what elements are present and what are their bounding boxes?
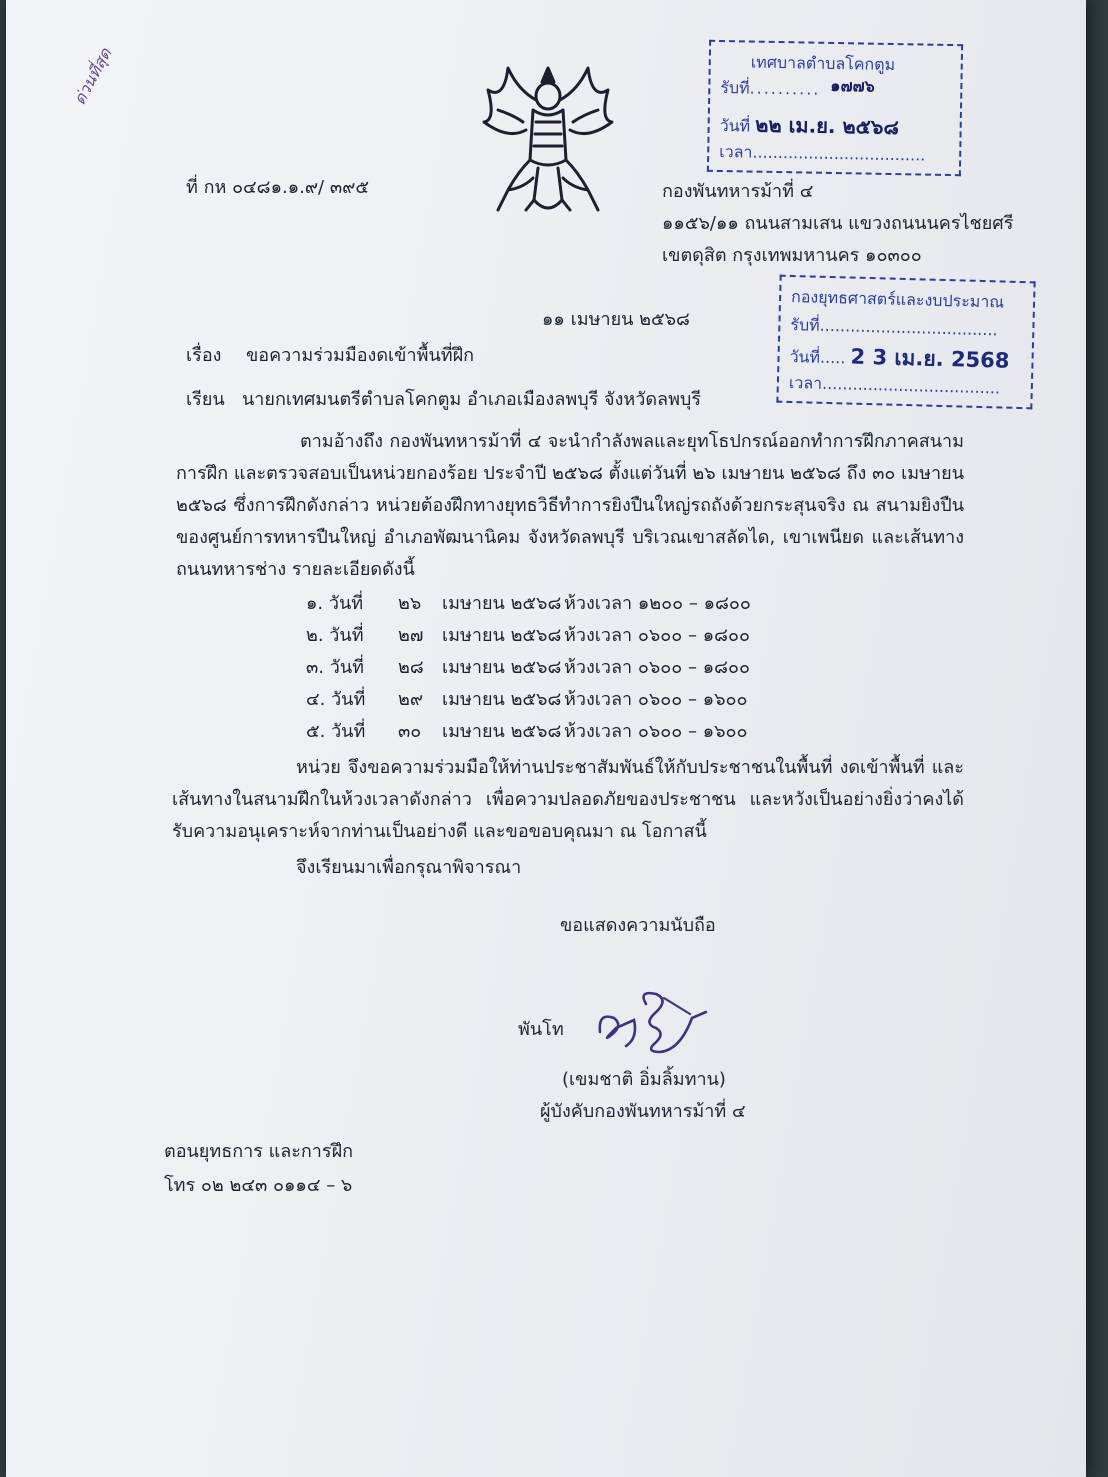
schedule-day: ๔. วันที่ <box>306 689 366 710</box>
schedule-time: ห้วงเวลา ๑๒๐๐ – ๑๘๐๐ <box>564 593 751 614</box>
stamp-title: เทศบาลตำบลโคกตูม <box>750 52 896 75</box>
schedule-day: ๓. วันที่ <box>306 657 365 678</box>
reference-number: ที่ กห ๐๔๘๑.๑.๙/ ๓๙๕ <box>186 177 369 198</box>
stamp-title: กองยุทธศาสตร์และงบประมาณ <box>790 286 1005 312</box>
schedule-month: เมษายน ๒๕๖๘ <box>442 689 562 710</box>
sender-org-name: กองพันทหารม้าที่ ๔ <box>662 181 814 202</box>
schedule-day: ๑. วันที่ <box>306 593 364 614</box>
stamp-received-value: ๑๗๗๖ <box>830 75 875 96</box>
schedule-date: ๒๖ <box>398 593 422 614</box>
schedule-day: ๕. วันที่ <box>306 721 366 742</box>
schedule-month: เมษายน ๒๕๖๘ <box>442 657 562 678</box>
sender-address-line1: ๑๑๕๖/๑๑ ถนนสามเสน แขวงถนนนครไชยศรี <box>662 213 1014 234</box>
stamp-date-value: ๒๒ เม.ย. ๒๕๖๘ <box>755 112 900 140</box>
closing-request: จึงเรียนมาเพื่อกรุณาพิจารณา <box>296 857 522 878</box>
subject-value: ขอความร่วมมืองดเข้าพื้นที่ฝึก <box>246 345 475 366</box>
stamp-received-label: รับที่ <box>720 77 750 98</box>
schedule-day: ๒. วันที่ <box>306 625 364 646</box>
stamp-time-label: เวลา <box>719 141 753 162</box>
schedule-time: ห้วงเวลา ๐๖๐๐ – ๑๖๐๐ <box>564 721 748 742</box>
schedule-month: เมษายน ๒๕๖๘ <box>442 721 562 742</box>
sender-address-line2: เขตดุสิต กรุงเทพมหานคร ๑๐๓๐๐ <box>662 245 922 266</box>
garuda-emblem-icon <box>478 60 618 220</box>
received-stamp-municipality: เทศบาลตำบลโคกตูม รับที่.......... ๑๗๗๖ วันที่ ๒๒ เม.ย. ๒๕๖๘ เวลา.................................. <box>707 40 963 176</box>
signer-name: (เขมชาติ อิ่มลิ้มทาน) <box>562 1069 726 1090</box>
schedule-date: ๒๘ <box>398 657 424 678</box>
stamp-time-label: เวลา <box>788 372 823 393</box>
handwritten-signature <box>594 988 714 1060</box>
subject-label: เรื่อง <box>186 345 222 366</box>
schedule-time: ห้วงเวลา ๐๖๐๐ – ๑๖๐๐ <box>564 689 748 710</box>
signer-position: ผู้บังคับกองพันทหารม้าที่ ๔ <box>540 1101 746 1122</box>
stamp-date-label: วันที่ <box>719 115 751 136</box>
schedule-month: เมษายน ๒๕๖๘ <box>442 625 562 646</box>
signer-rank: พันโท <box>518 1019 564 1040</box>
schedule-time: ห้วงเวลา ๐๖๐๐ – ๑๘๐๐ <box>564 657 750 678</box>
letter-date: ๑๑ เมษายน ๒๕๖๘ <box>542 309 690 330</box>
stamp-date-label: วันที่ <box>789 346 821 367</box>
letter-page <box>6 0 1086 1477</box>
stamp-date-value: 2 3 เม.ย. 2568 <box>850 344 1010 373</box>
closing-regards: ขอแสดงความนับถือ <box>560 915 716 936</box>
schedule-date: ๓๐ <box>398 721 422 742</box>
schedule-month: เมษายน ๒๕๖๘ <box>442 593 562 614</box>
recipient-label: เรียน <box>186 389 225 410</box>
schedule-date: ๒๙ <box>398 689 424 710</box>
received-stamp-strategy: กองยุทธศาสตร์และงบประมาณ รับที่................................... วันที่..... 2 3 เม.ย. 2568 เวลา................................... <box>776 275 1035 410</box>
margin-handwritten-note: ด่วนที่สุด <box>69 45 116 108</box>
schedule-date: ๒๗ <box>398 625 424 646</box>
body-paragraph-1: ตามอ้างถึง กองพันทหารม้าที่ ๔ จะนำกำลังพลและยุทโธปกรณ์ออกทำการฝึกภาคสนาม การฝึก และตรวจสอบเป็นหน่วยกองร้อย ประจำปี ๒๕๖๘ ตั้งแต่วันที่ ๒๖ เมษายน ๒๕๖๘ ถึง ๓๐ เมษายน ๒๕๖๘ ซึ่งการฝึกดังกล่าว หน่วยต้องฝึกทางยุทธวิธีทำการยิงปืนใหญ่รถถังด้วยกระสุนจริง ณ สนามยิงปืนของศูนย์การทหารปืนใหญ่ อำเภอพัฒนานิคม จังหวัดลพบุรี บริเวณเขาสลัดได, เขาเพนียด และเส้นทางถนนทหารช่าง รายละเอียดดังนี้ <box>176 431 964 580</box>
contact-department: ตอนยุทธการ และการฝึก <box>164 1141 354 1162</box>
schedule-time: ห้วงเวลา ๐๖๐๐ – ๑๘๐๐ <box>564 625 750 646</box>
recipient-value: นายกเทศมนตรีตำบลโคกตูม อำเภอเมืองลพบุรี จังหวัดลพบุรี <box>242 389 702 410</box>
stamp-received-label: รับที่ <box>790 314 820 335</box>
contact-phone: โทร ๐๒ ๒๔๓ ๐๑๑๔ – ๖ <box>164 1175 353 1196</box>
body-paragraph-2: หน่วย จึงขอความร่วมมือให้ท่านประชาสัมพันธ์ให้กับประชาชนในพื้นที่ งดเข้าพื้นที่ และเส้นทางในสนามฝึกในห้วงเวลาดังกล่าว เพื่อความปลอดภัยของประชาชน และหวังเป็นอย่างยิ่งว่าคงได้รับความอนุเคราะห์จากท่านเป็นอย่างดี และขอขอบคุณมา ณ โอกาสนี้ <box>172 757 964 842</box>
